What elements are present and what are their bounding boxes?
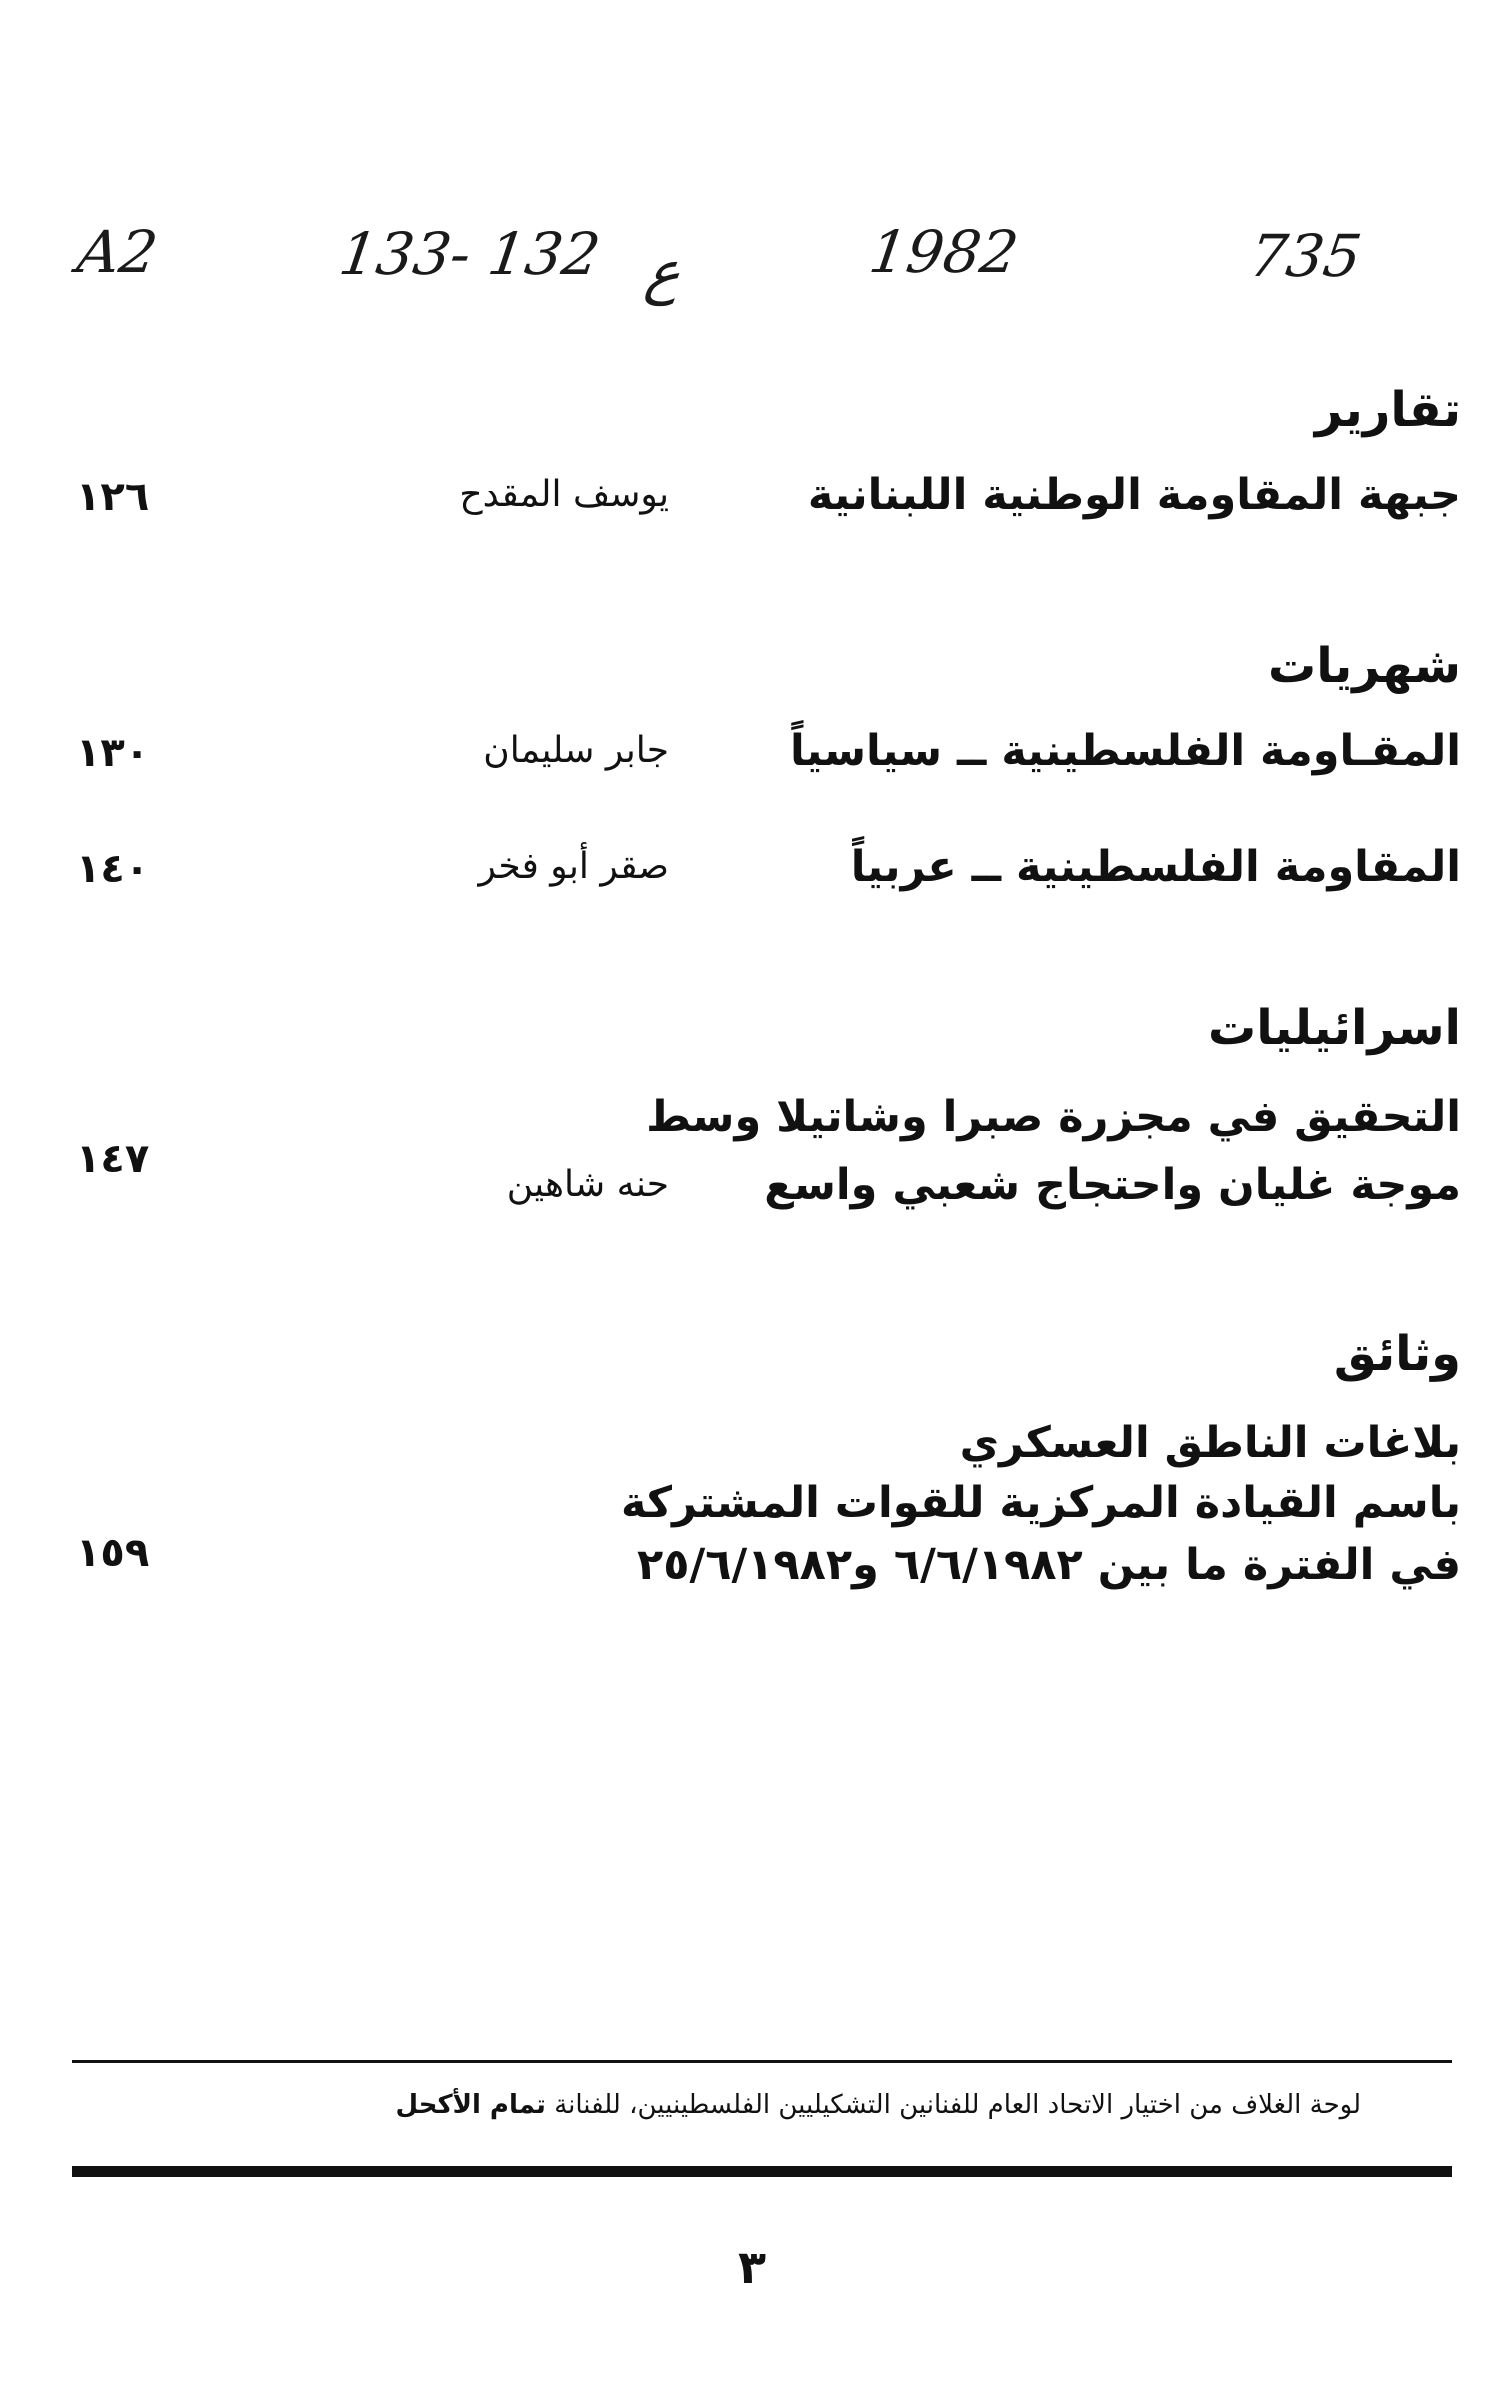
toc-entry-title-line: باسم القيادة المركزية للقوات المشتركة (620, 1478, 1461, 1528)
toc-entry-author: جابر سليمان (483, 730, 669, 771)
footer-rule-top (72, 2060, 1452, 2063)
page-number: ٣ (738, 2240, 767, 2294)
handwritten-note-number: 735 (1245, 222, 1366, 290)
toc-entry-title: المقـاومة الفلسطينية ــ سياسياً (790, 726, 1461, 776)
toc-entry-title-line: التحقيق في مجزرة صبرا وشاتيلا وسط (646, 1092, 1461, 1142)
section-heading-documents: وثائق (1333, 1326, 1461, 1382)
footer-rule-bottom (72, 2166, 1452, 2177)
toc-entry-page: ١٥٩ (76, 1530, 150, 1576)
handwritten-note-pages: 133- 132 (335, 220, 605, 288)
toc-entry-title-line: بلاغات الناطق العسكري (959, 1418, 1461, 1468)
toc-entry-page: ١٤٧ (76, 1136, 150, 1182)
toc-entry-page: ١٤٠ (76, 846, 150, 892)
toc-entry-page: ١٢٦ (76, 474, 150, 520)
handwritten-note-year: 1982 (865, 218, 1023, 286)
toc-entry-author: يوسف المقدح (459, 474, 669, 515)
cover-caption-text: لوحة الغلاف من اختيار الاتحاد العام للفنانين التشكيليين الفلسطينيين، للفنانة (554, 2090, 1361, 2120)
toc-entry-title: جبهة المقاومة الوطنية اللبنانية (807, 470, 1461, 520)
toc-entry-title-line: في الفترة ما بين ٦/٦/١٩٨٢ و٢٥/٦/١٩٨٢ (637, 1540, 1461, 1590)
cover-caption (396, 2090, 1361, 2120)
toc-entry-author: صقر أبو فخر (478, 846, 669, 887)
toc-entry-title-line: موجة غليان واحتجاج شعبي واسع (764, 1160, 1461, 1210)
toc-entry-title: المقاومة الفلسطينية ــ عربياً (850, 842, 1461, 892)
section-heading-israeli-affairs: اسرائيليات (1207, 1000, 1461, 1056)
toc-entry-author: حنه شاهين (506, 1164, 669, 1205)
handwritten-note-issue: ع (641, 238, 686, 306)
section-heading-reports: تقارير (1314, 382, 1461, 438)
section-heading-monthly: شهريات (1267, 638, 1461, 694)
toc-entry-page: ١٣٠ (76, 730, 150, 776)
handwritten-note-a2: A2 (73, 218, 162, 286)
cover-artist: تمام الأكحل (395, 2090, 546, 2120)
